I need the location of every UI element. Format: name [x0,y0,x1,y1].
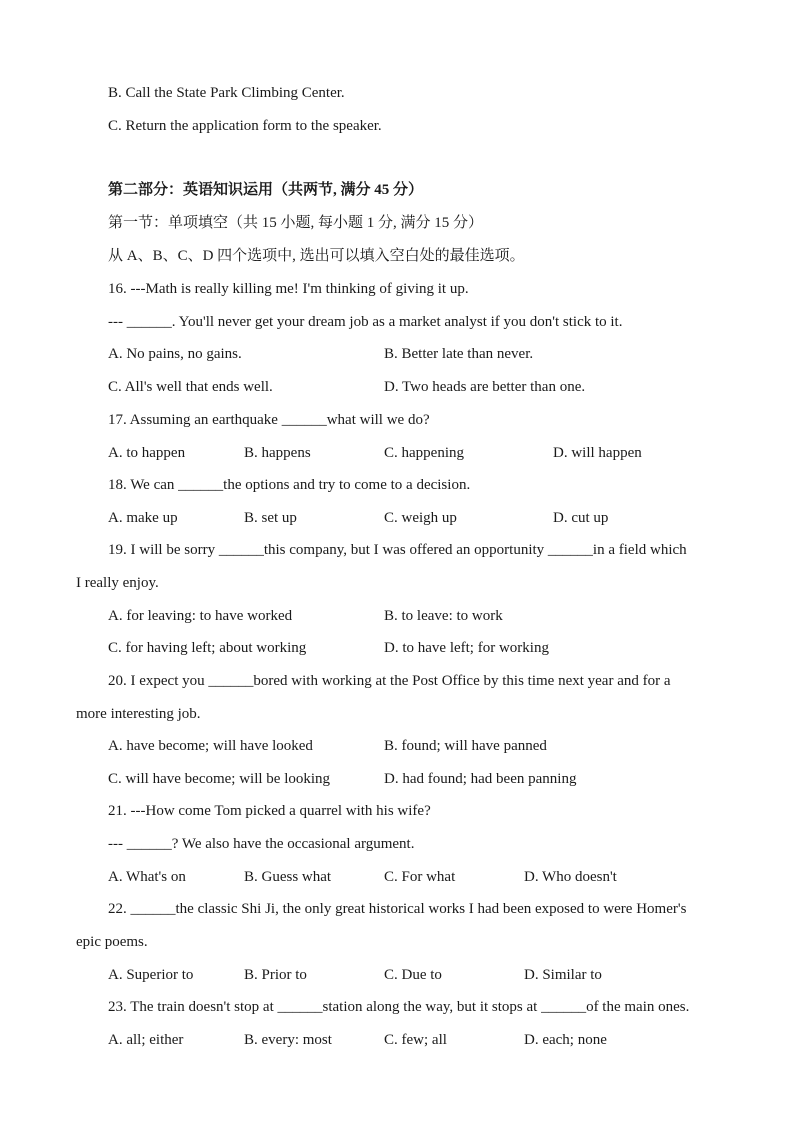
question-19-option-b: B. to leave: to work [384,608,503,624]
question-16-option-d: D. Two heads are better than one. [384,379,586,395]
question-16-option-c: C. All's well that ends well. [108,379,273,395]
question-20-line-2: more interesting job. [76,706,201,722]
question-16-line-1: 16. ---Math is really killing me! I'm thinking of giving it up. [108,281,469,297]
part-title: 第一节：单项填空（共 15 小题, 每小题 1 分, 满分 15 分） [108,215,484,231]
question-16-option-a: A. No pains, no gains. [108,346,242,362]
question-16-option-b: B. Better late than never. [384,346,534,362]
question-19-option-d: D. to have left; for working [384,640,549,656]
question-22-line-2: epic poems. [76,934,148,950]
question-20-option-b: B. found; will have panned [384,738,547,754]
question-23-option-b: B. every: most [244,1032,332,1048]
section-title: 第二部分：英语知识运用（共两节, 满分 45 分） [108,182,424,198]
question-23-option-c: C. few; all [384,1032,447,1048]
question-21-option-a: A. What's on [108,869,186,885]
question-16-line-2: --- ______. You'll never get your dream job as a market analyst if you don't stick to it. [108,314,623,330]
question-18-option-b: B. set up [244,510,297,526]
question-20-line-1: 20. I expect you ______bored with working at the Post Office by this time next year and for a [108,673,671,689]
question-17-line-1: 17. Assuming an earthquake ______what will we do? [108,412,430,428]
question-23-option-d: D. each; none [524,1032,607,1048]
instruction: 从 A、B、C、D 四个选项中, 选出可以填入空白处的最佳选项。 [108,248,525,264]
question-18-option-a: A. make up [108,510,178,526]
question-17-option-d: D. will happen [553,445,642,461]
question-21-option-b: B. Guess what [244,869,332,885]
question-20-option-d: D. had found; had been panning [384,771,577,787]
question-19-line-1: 19. I will be sorry ______this company, but I was offered an opportunity ______in a field which [108,542,687,558]
prev-option-b: B. Call the State Park Climbing Center. [108,85,345,101]
question-18-line-1: 18. We can ______the options and try to come to a decision. [108,477,471,493]
question-22-option-a: A. Superior to [108,967,194,983]
question-22-option-b: B. Prior to [244,967,307,983]
question-18-option-c: C. weigh up [384,510,457,526]
question-17-option-b: B. happens [244,445,311,461]
question-23-line-1: 23. The train doesn't stop at ______station along the way, but it stops at ______of the main ones. [108,999,690,1015]
question-20-option-a: A. have become; will have looked [108,738,313,754]
question-22-line-1: 22. ______the classic Shi Ji, the only great historical works I had been exposed to were Homer's [108,901,687,917]
question-21-option-d: D. Who doesn't [524,869,617,885]
question-21-line-2: --- ______? We also have the occasional argument. [108,836,415,852]
question-23-option-a: A. all; either [108,1032,184,1048]
question-18-option-d: D. cut up [553,510,609,526]
question-21-line-1: 21. ---How come Tom picked a quarrel with his wife? [108,803,431,819]
question-19-option-c: C. for having left; about working [108,640,307,656]
question-22-option-c: C. Due to [384,967,442,983]
question-17-option-a: A. to happen [108,445,186,461]
question-19-line-2: I really enjoy. [76,575,159,591]
question-17-option-c: C. happening [384,445,464,461]
question-21-option-c: C. For what [384,869,456,885]
question-20-option-c: C. will have become; will be looking [108,771,331,787]
question-22-option-d: D. Similar to [524,967,602,983]
prev-option-c: C. Return the application form to the speaker. [108,118,382,134]
question-19-option-a: A. for leaving: to have worked [108,608,293,624]
